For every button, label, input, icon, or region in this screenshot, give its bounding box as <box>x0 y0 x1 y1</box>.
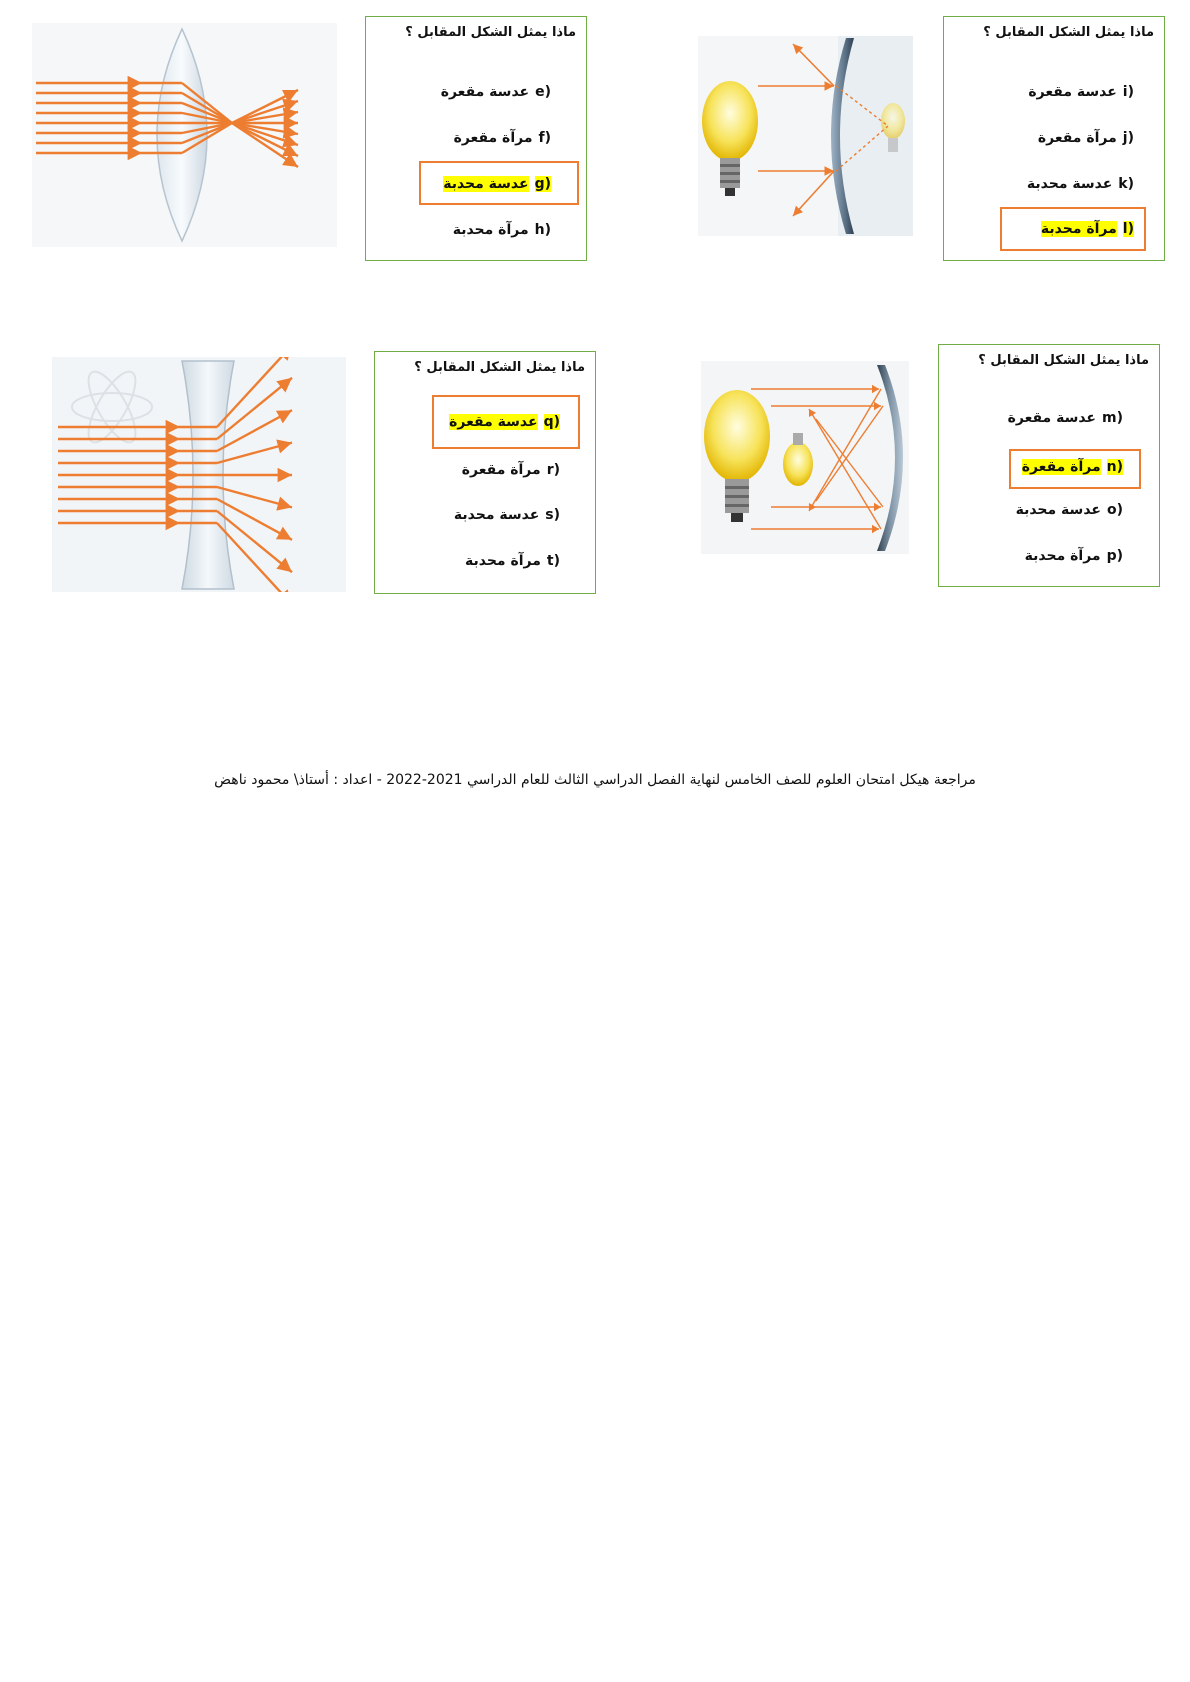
option-h[interactable]: h) مرآة محدبة <box>452 222 551 238</box>
question-box-3 <box>938 344 1160 587</box>
question-title: ماذا يمثل الشكل المقابل ؟ <box>414 360 585 375</box>
concave-mirror-shape <box>877 365 903 551</box>
option-o[interactable]: o) عدسة محدبة <box>1015 502 1123 518</box>
option-n[interactable]: n) مرآة مقعرة <box>1021 459 1123 475</box>
question-title: ماذا يمثل الشكل المقابل ؟ <box>978 353 1149 368</box>
question-box-2 <box>365 16 587 261</box>
bulb-icon <box>704 390 770 522</box>
image-bulb-icon <box>783 433 813 486</box>
light-ray <box>232 101 298 123</box>
option-j[interactable]: j) مرآة مقعرة <box>1037 130 1134 146</box>
option-p[interactable]: p) مرآة محدبة <box>1024 548 1123 564</box>
option-l[interactable]: l) مرآة محدبة <box>1040 221 1134 237</box>
question-box-4 <box>374 351 596 594</box>
option-f[interactable]: f) مرآة مقعرة <box>453 130 551 146</box>
option-k[interactable]: k) عدسة محدبة <box>1026 176 1134 192</box>
bulb-icon <box>702 81 758 196</box>
option-t[interactable]: t) مرآة محدبة <box>465 553 560 569</box>
light-ray <box>232 123 298 145</box>
question-title: ماذا يمثل الشكل المقابل ؟ <box>983 25 1154 40</box>
option-e[interactable]: e) عدسة مقعرة <box>440 84 551 100</box>
figure-convex-mirror <box>698 36 913 236</box>
page-footer: مراجعة هيكل امتحان العلوم للصف الخامس لنهاية الفصل الدراسي الثالث للعام الدراسي 2021-2022 - اعداد : أستاذ\ محمود ناهض <box>214 772 976 788</box>
option-i[interactable]: i) عدسة مقعرة <box>1028 84 1134 100</box>
option-q[interactable]: q) عدسة مقعرة <box>449 414 560 430</box>
option-g[interactable]: g) عدسة محدبة <box>443 176 551 192</box>
option-m[interactable]: m) عدسة مقعرة <box>1007 410 1123 426</box>
option-r[interactable]: r) مرآة مقعرة <box>461 462 560 478</box>
option-s[interactable]: s) عدسة محدبة <box>453 507 560 523</box>
figure-concave-lens <box>52 357 346 592</box>
figure-concave-mirror <box>701 361 909 554</box>
question-title: ماذا يمثل الشكل المقابل ؟ <box>405 25 576 40</box>
figure-convex-lens <box>32 23 337 247</box>
question-box-1 <box>943 16 1165 261</box>
